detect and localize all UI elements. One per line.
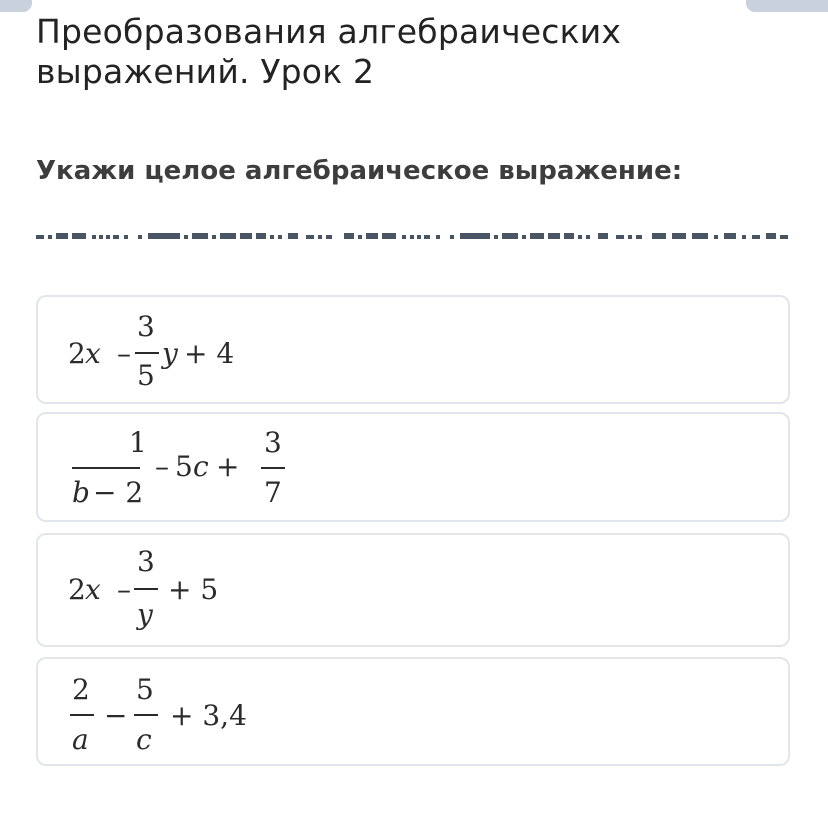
- expr1-minus: –: [117, 337, 131, 370]
- expression-2: [38, 414, 788, 520]
- expr2-denominator-var: b: [72, 476, 90, 509]
- redacted-text-line: [36, 231, 790, 241]
- top-tab-right[interactable]: [746, 0, 828, 12]
- answer-option-3[interactable]: [36, 533, 790, 647]
- expr2-denominator-rest: − 2: [93, 476, 144, 509]
- expr2-numerator-1: 1: [129, 426, 147, 459]
- answer-option-2[interactable]: [36, 412, 790, 522]
- expression-4: [38, 659, 788, 764]
- expression-1: [38, 297, 788, 402]
- expr4-minus: −: [104, 699, 128, 732]
- answer-option-1[interactable]: [36, 295, 790, 404]
- expr4-plus-term: + 3,4: [170, 699, 247, 732]
- expr3-minus: –: [117, 573, 131, 606]
- expr3-numerator: 3: [137, 545, 155, 578]
- expr2-denominator-2: 7: [264, 476, 282, 509]
- expr2-var-c: c: [193, 450, 209, 483]
- expr3-coef: 2: [68, 573, 86, 606]
- expr1-coef: 2: [68, 337, 86, 370]
- expr1-var-y: y: [162, 337, 178, 370]
- lesson-title: [36, 12, 776, 92]
- expr4-numerator-2: 5: [136, 673, 154, 706]
- expr4-denominator-var-a: a: [72, 723, 89, 756]
- expr2-plus: +: [216, 450, 240, 483]
- expr4-denominator-var-c: c: [136, 723, 152, 756]
- expr3-plus-term: + 5: [168, 573, 219, 606]
- expr1-var-x: x: [85, 337, 101, 370]
- question-prompt: Укажи целое алгебраическое выражение:: [36, 156, 683, 186]
- answer-option-4[interactable]: [36, 657, 790, 766]
- expr4-numerator-1: 2: [72, 673, 90, 706]
- top-tab-left: [0, 0, 32, 12]
- lesson-title-line-1: Преобразования алгебраических: [36, 12, 622, 51]
- expr1-denominator: 5: [137, 359, 155, 392]
- lesson-title-line-2: выражений. Урок 2: [36, 52, 375, 91]
- expression-3: [38, 535, 788, 645]
- expr2-coef: 5: [175, 450, 193, 483]
- expr3-var-x: x: [85, 573, 101, 606]
- expr1-plus-term: + 4: [184, 337, 235, 370]
- expr3-denominator-var: y: [137, 598, 153, 631]
- expr1-numerator: 3: [137, 310, 155, 343]
- expr2-minus: –: [155, 450, 169, 483]
- expr2-numerator-2: 3: [264, 426, 282, 459]
